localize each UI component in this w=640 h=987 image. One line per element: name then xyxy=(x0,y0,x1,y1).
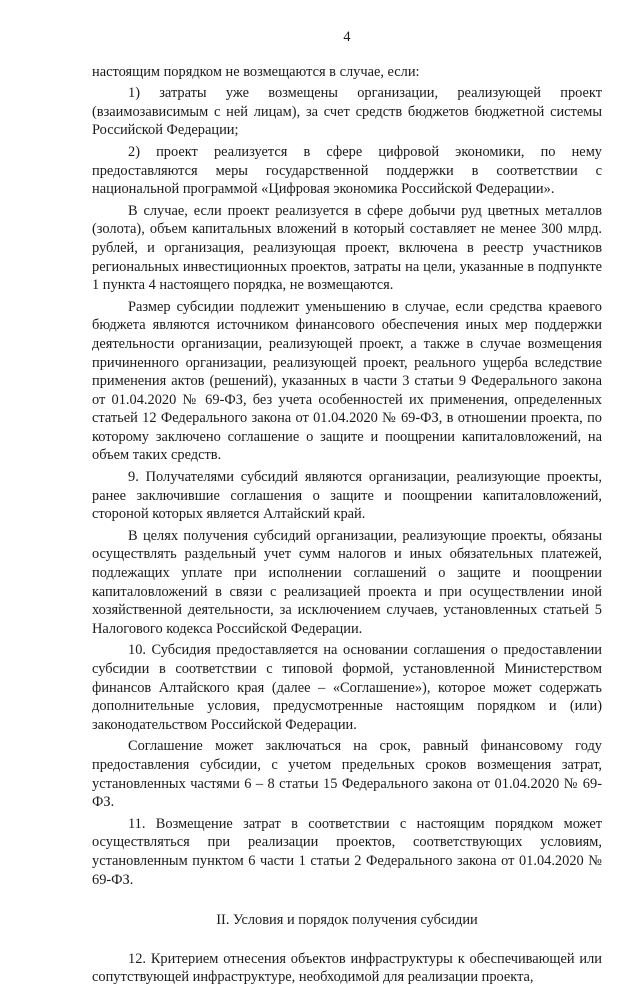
paragraph-subsidy-reduction: Размер субсидии подлежит уменьшению в случае, если средства краевого бюджета являются источником финансового обеспечения иных мер поддержки деятельности организации, реализующей проект, а также в случае возмещения причиненного организации, реализующей проект, реального ущерба вследствие применения актов (решений), указанных в части 3 статьи 9 Федерального закона от 01.04.2020 № 69-ФЗ, без учета особенностей их применения, определенных статьей 12 Федерального закона от 01.04.2020 № 69-ФЗ, в отношении проекта, по которому заключено соглашение о защите и поощрении капиталовложений, на объем таких средств. xyxy=(92,298,602,464)
paragraph-agreement-term: Соглашение может заключаться на срок, равный финансовому году предоставления субсидии, с учетом предельных сроков возмещения затрат, установленных частями 6 – 8 статьи 15 Федерального закона от 01.04.2020 № 69-ФЗ. xyxy=(92,738,602,811)
section-heading: II. Условия и порядок получения субсидии xyxy=(216,912,478,929)
paragraph-gold-mining: В случае, если проект реализуется в сфере добычи руд цветных металлов (золота), объем капитальных вложений в который составляет не менее 300 млрд. рублей, и организация, реализующая проект, включена в реестр участников региональных инвестиционных проектов, затраты на цели, указанные в подпункте 1 пункта 4 настоящего порядка, не возмещаются. xyxy=(92,202,602,294)
paragraph-12: 12. Критерием отнесения объектов инфраструктуры к обеспечивающей или сопутствующей инфраструктуре, необходимой для реализации проекта, xyxy=(92,950,602,986)
paragraph-item-2: 2) проект реализуется в сфере цифровой экономики, по нему предоставляются меры государственной поддержки в соответствии с национальной программой «Цифровая экономика Российской Федерации». xyxy=(92,143,602,198)
paragraph-item-1: 1) затраты уже возмещены организации, реализующей проект (взаимозависимым с ней лицам), за счет средств бюджетов бюджетной системы Российской Федерации; xyxy=(92,85,602,139)
paragraph-separate-accounting: В целях получения субсидий организации, реализующие проекты, обязаны осуществлять раздельный учет сумм налогов и иных обязательных платежей, подлежащих уплате при исполнении соглашений о защите и поощрении капиталовложений в связи с реализацией проекта и при осуществлении иной хозяйственной деятельности, за исключением случаев, установленных статьей 5 Налогового кодекса Российской Федерации. xyxy=(92,527,602,637)
paragraph-9: 9. Получателями субсидий являются организации, реализующие проекты, ранее заключившие соглашения о защите и поощрении капиталовложений, стороной которых является Алтайский край. xyxy=(92,469,602,523)
page-number: 4 xyxy=(343,29,351,45)
paragraph-11: 11. Возмещение затрат в соответствии с настоящим порядком может осуществляться при реализации проектов, соответствующих условиям, установленным пунктом 6 части 1 статьи 2 Федерального закона от 01.04.2020 № 69-ФЗ. xyxy=(92,815,602,888)
paragraph-10: 10. Субсидия предоставляется на основании соглашения о предоставлении субсидии в соответствии с типовой формой, установленной Министерством финансов Алтайского края (далее – «Соглашение»), которое может содержать дополнительные условия, предусмотренные настоящим порядком и (или) законодательством Российской Федерации. xyxy=(92,642,602,733)
paragraph-intro: настоящим порядком не возмещаются в случае, если: xyxy=(92,63,420,80)
